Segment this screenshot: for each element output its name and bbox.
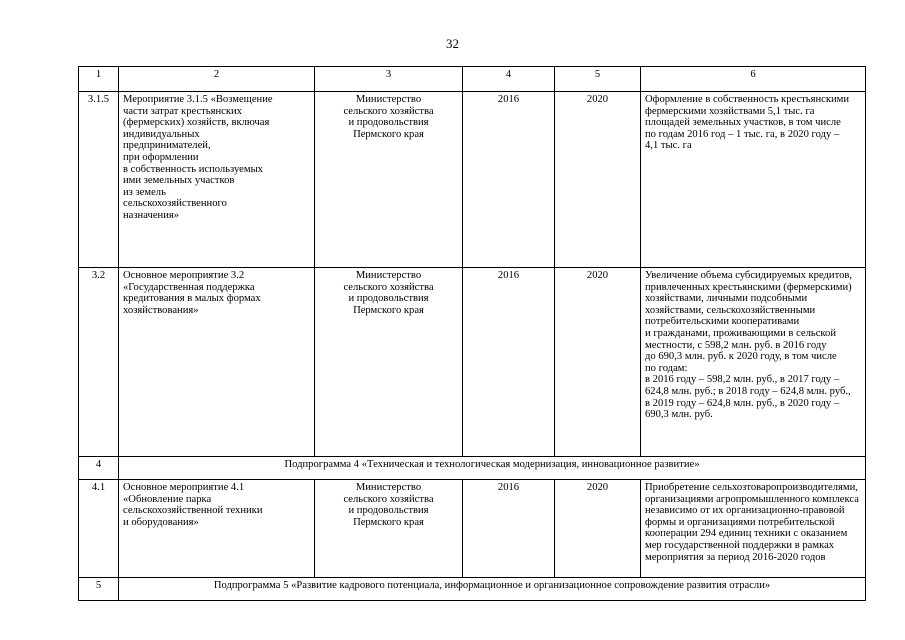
row-number: 4 [79,457,119,480]
activity-name: Основное мероприятие 4.1 «Обновление парка сельскохозяйственной техники и оборудования» [119,480,315,578]
table-row [79,480,866,578]
column-header: 3 [315,67,463,92]
end-year: 2020 [555,480,641,578]
activity-name: Основное мероприятие 3.2 «Государственная поддержка кредитования в малых формах хозяйствования» [119,268,315,457]
column-header: 5 [555,67,641,92]
activity-name: Мероприятие 3.1.5 «Возмещение части затрат крестьянских (фермерских) хозяйств, включая индивидуальных предпринимателей, при оформлении в собственность используемых ими земельных участков из земель сельскохозяйственного назначения» [119,92,315,268]
column-header: 2 [119,67,315,92]
start-year: 2016 [463,268,555,457]
expected-result: Оформление в собственность крестьянскими фермерскими хозяйствами 5,1 тыс. га площадей земельных участков, в том числе по годам 2016 год – 1 тыс. га, в 2020 году – 4,1 тыс. га [641,92,866,268]
subprogram-row [79,457,866,480]
subprogram-title: Подпрограмма 4 «Техническая и технологическая модернизация, инновационное развитие» [119,457,866,480]
column-header: 4 [463,67,555,92]
table-row [79,92,866,268]
row-number: 3.1.5 [79,92,119,268]
expected-result: Приобретение сельхозтоваропроизводителями, организациями агропромышленного комплекса независимо от их организационно-правовой формы и организациями потребительской кооперации 294 единиц техники с оказанием мер государственной поддержки в рамках мероприятия за период 2016-2020 годов [641,480,866,578]
row-number: 4.1 [79,480,119,578]
end-year: 2020 [555,268,641,457]
end-year: 2020 [555,92,641,268]
expected-result: Увеличение объема субсидируемых кредитов, привлеченных крестьянскими (фермерскими) хозяйствами, личными подсобными хозяйствами, сельскохозяйственными потребительскими кооперативами и гражданами, проживающими в сельской местности, с 598,2 млн. руб. в 2016 году до 690,3 млн. руб. к 2020 году, в том числе по годам: в 2016 году – 598,2 млн. руб., в 2017 году – 624,8 млн. руб.; в 2018 году – 624,8 млн. руб., в 2019 году – 624,8 млн. руб., в 2020 году – 690,3 млн. руб. [641,268,866,457]
subprogram-title: Подпрограмма 5 «Развитие кадрового потенциала, информационное и организационное сопровождение развития отрасли» [119,578,866,601]
program-table [78,66,866,601]
start-year: 2016 [463,92,555,268]
column-header: 6 [641,67,866,92]
row-number: 5 [79,578,119,601]
executor: Министерство сельского хозяйства и продовольствия Пермского края [315,268,463,457]
page-number: 32 [446,36,459,51]
subprogram-row [79,578,866,601]
executor: Министерство сельского хозяйства и продовольствия Пермского края [315,92,463,268]
executor: Министерство сельского хозяйства и продовольствия Пермского края [315,480,463,578]
row-number: 3.2 [79,268,119,457]
table-row [79,268,866,457]
header-row [79,67,866,92]
start-year: 2016 [463,480,555,578]
column-header: 1 [79,67,119,92]
